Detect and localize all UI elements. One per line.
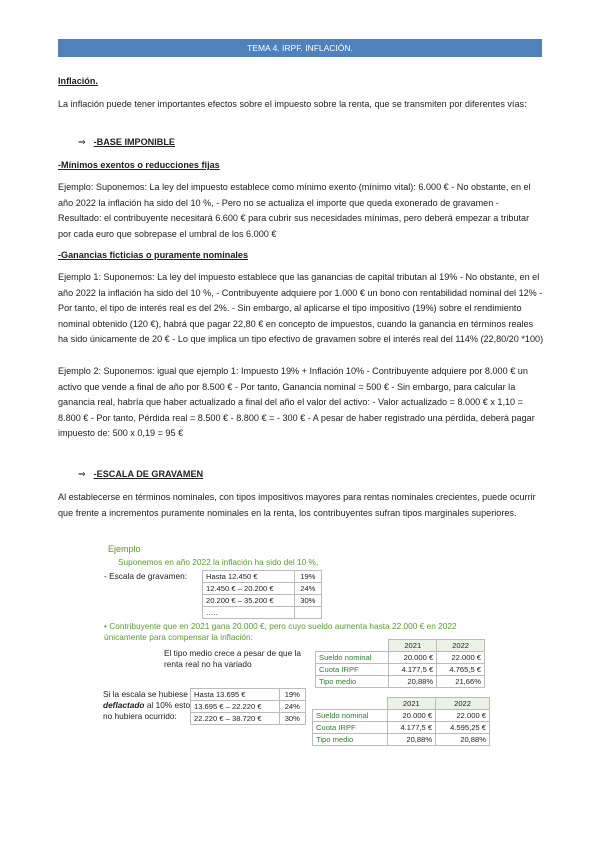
tax-scale-deflactada-table [190, 688, 306, 725]
example-inflation-line: Suponemos en año 2022 la inflación ha sido del 10 %, [118, 557, 319, 567]
table-row: 22.220 € – 38.720 € 30% [191, 713, 306, 725]
table-row: Tipo medio 20,88% 20,88% [313, 734, 490, 746]
subheading-ganancias: -Ganancias ficticias o puramente nominales [58, 250, 249, 260]
table-row: 12.450 € – 20.200 € 24% [203, 583, 322, 595]
paragraph-ejemplo2: Ejemplo 2: Suponemos: igual que ejemplo 1: Impuesto 19% + Inflación 10% - Contribuyente adquiere por 8.000 € un activo que vende a final de año por 8.500 € - Por tanto, Ganancia nominal = 500 € - Sin embargo, para calcular la ganancia real, habría que haber actualizado a final del año el valor del activo: - Valor actualizado = 8.000 € x 1,10 = 8.800 € - Por tanto, Pérdida real = 8.500 € - 8.800 € = - 300 € - A pesar de haber registrado una pérdida, deberá pagar impuesto de: 500 x 0,19 = 95 € [58, 366, 535, 438]
paragraph-ejemplo1: Ejemplo 1: Suponemos: La ley del impuesto establece que las ganancias de capital tributan al 19% - No obstante, en el año 2022 la inflación ha sido del 10 %, - Contribuyente adquiere por 1.000 € un bono con rentabilidad nominal del 12% - Por tanto, el tipo de interés real es del 2%. - Sin embargo, al aplicarse el tipo impositivo (19%) sobre el rendimiento nominal obtenido (120 €), habrá que pagar 22,80 € en concepto de impuestos, cuando la ganancia en términos reales ha sido únicamente de 20 € - Lo que implica un tipo efectivo de gravamen sobre el interés real del 114% (22,80/20 *100) [58, 272, 544, 344]
paragraph-escala: Al establecerse en términos nominales, con tipos impositivos mayores para rentas nominales crecientes, puede ocurrir que frente a incrementos puramente nominales en la renta, los contribuyentes sufran tipos marginales superiores. [58, 492, 536, 518]
bullet-base-imponible: ⇒ -BASE IMPONIBLE [78, 137, 175, 148]
table-row: 20.200 € – 35.200 € 30% [203, 595, 322, 607]
table-row: Tipo medio 20,88% 21,66% [316, 676, 485, 688]
scale-label: - Escala de gravamen: [104, 571, 188, 581]
subheading-minimos: -Mínimos exentos o reducciones fijas [58, 160, 220, 170]
double-arrow-icon: ⇒ [78, 470, 86, 480]
table-row: Sueldo nominal 20.000 € 22.000 € [313, 710, 490, 722]
table-row: Cuota IRPF 4.177,5 € 4.595,25 € [313, 722, 490, 734]
table-row: Hasta 12.450 € 19% [203, 571, 322, 583]
example-title: Ejemplo [108, 544, 141, 554]
table-row: 2021 2022 [313, 698, 490, 710]
section-heading: Inflación. [58, 76, 98, 86]
bullet-escala: ⇒ -ESCALA DE GRAVAMEN [78, 469, 204, 480]
table-row: Hasta 13.695 € 19% [191, 689, 306, 701]
chapter-banner: TEMA 4. IRPF. INFLACIÓN. [58, 39, 542, 57]
table-row: ….. [203, 607, 322, 619]
table-row: 13.695 € – 22.220 € 24% [191, 701, 306, 713]
table-row: Cuota IRPF 4.177,5 € 4.765,5 € [316, 664, 485, 676]
table-deflactada [312, 697, 490, 746]
paragraph-minimos: Ejemplo: Suponemos: La ley del impuesto establece como mínimo exento (mínimo vital): 6.000 € - No obstante, en el año 2022 la inflación ha sido del 10 %, - Pero no se actualiza el importe que queda exonerado de gravamen - Resultado: el contribuyente necesitará 6.600 € para cubrir sus necesidades mínimas, pero deberá empezar a tributar por cada euro que sobrepase el umbral de los 6.000 € [58, 182, 531, 239]
tax-scale-table [202, 570, 322, 619]
intro-paragraph: La inflación puede tener importantes efectos sobre el impuesto sobre la renta, que se transmiten por diferentes vías: [58, 99, 527, 109]
table-row: 2021 2022 [316, 640, 485, 652]
table-row: Sueldo nominal 20.000 € 22.000 € [316, 652, 485, 664]
contribuyente-bullet: • Contribuyente que en 2021 gana 20.000 €, pero cuyo sueldo aumenta hasta 22.000 € en 2022 únicamente para compensar la inflación: [104, 621, 457, 642]
table-sin-deflactar [315, 639, 485, 688]
note-tipo-medio: El tipo medio crece a pesar de que la renta real no ha variado [164, 648, 301, 669]
note-deflactado: Si la escala se hubiese deflactado al 10% esto no hubiera ocurrido: [103, 689, 191, 721]
double-arrow-icon: ⇒ [78, 138, 86, 148]
